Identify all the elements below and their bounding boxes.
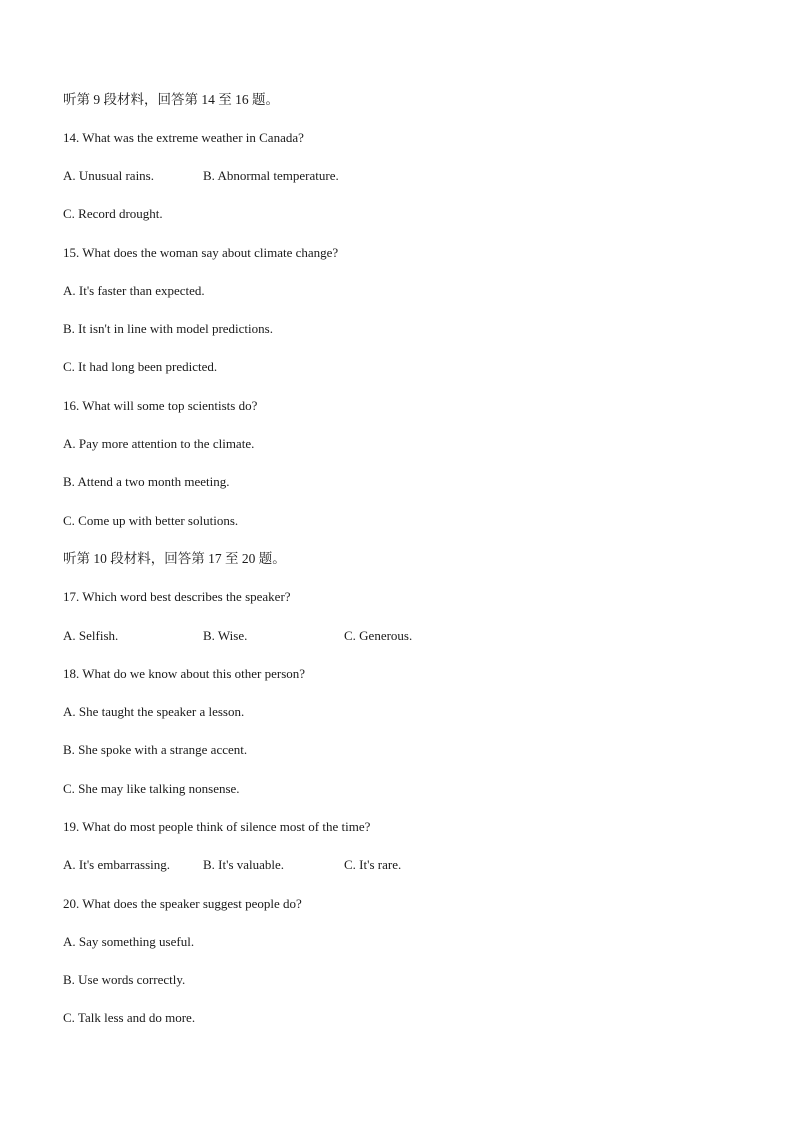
answer-option: C. It had long been predicted. [63, 359, 218, 374]
section-heading: 听第 10 段材料，回答第 17 至 20 题。 [63, 551, 286, 566]
answer-option: C. Record drought. [63, 206, 163, 221]
answer-option: B. Attend a two month meeting. [63, 474, 230, 489]
answer-option: C. Talk less and do more. [63, 1010, 196, 1025]
question-stem: 18. What do we know about this other person? [63, 666, 306, 681]
question-stem: 17. Which word best describes the speaker? [63, 589, 291, 604]
answer-option: C. She may like talking nonsense. [63, 781, 240, 796]
answer-option: A. Unusual rains. [63, 168, 154, 183]
answer-option: B. Abnormal temperature. [203, 168, 339, 183]
question-stem: 16. What will some top scientists do? [63, 398, 258, 413]
answer-option: C. Come up with better solutions. [63, 513, 239, 528]
answer-option: A. It's faster than expected. [63, 283, 205, 298]
answer-option: B. Use words correctly. [63, 972, 186, 987]
answer-option: A. Pay more attention to the climate. [63, 436, 255, 451]
answer-option: A. Selfish. [63, 628, 119, 643]
question-stem: 14. What was the extreme weather in Canada? [63, 130, 304, 145]
question-stem: 15. What does the woman say about climate change? [63, 245, 339, 260]
answer-option: C. It's rare. [344, 857, 402, 872]
question-stem: 19. What do most people think of silence most of the time? [63, 819, 371, 834]
answer-option: A. She taught the speaker a lesson. [63, 704, 245, 719]
answer-option: C. Generous. [344, 628, 413, 643]
answer-option: B. It isn't in line with model predictions. [63, 321, 273, 336]
answer-option: B. Wise. [203, 628, 248, 643]
answer-option: B. It's valuable. [203, 857, 285, 872]
answer-option: A. Say something useful. [63, 934, 195, 949]
answer-option: A. It's embarrassing. [63, 857, 171, 872]
answer-option: B. She spoke with a strange accent. [63, 742, 248, 757]
question-stem: 20. What does the speaker suggest people do? [63, 896, 302, 911]
section-heading: 听第 9 段材料，回答第 14 至 16 题。 [63, 92, 279, 107]
